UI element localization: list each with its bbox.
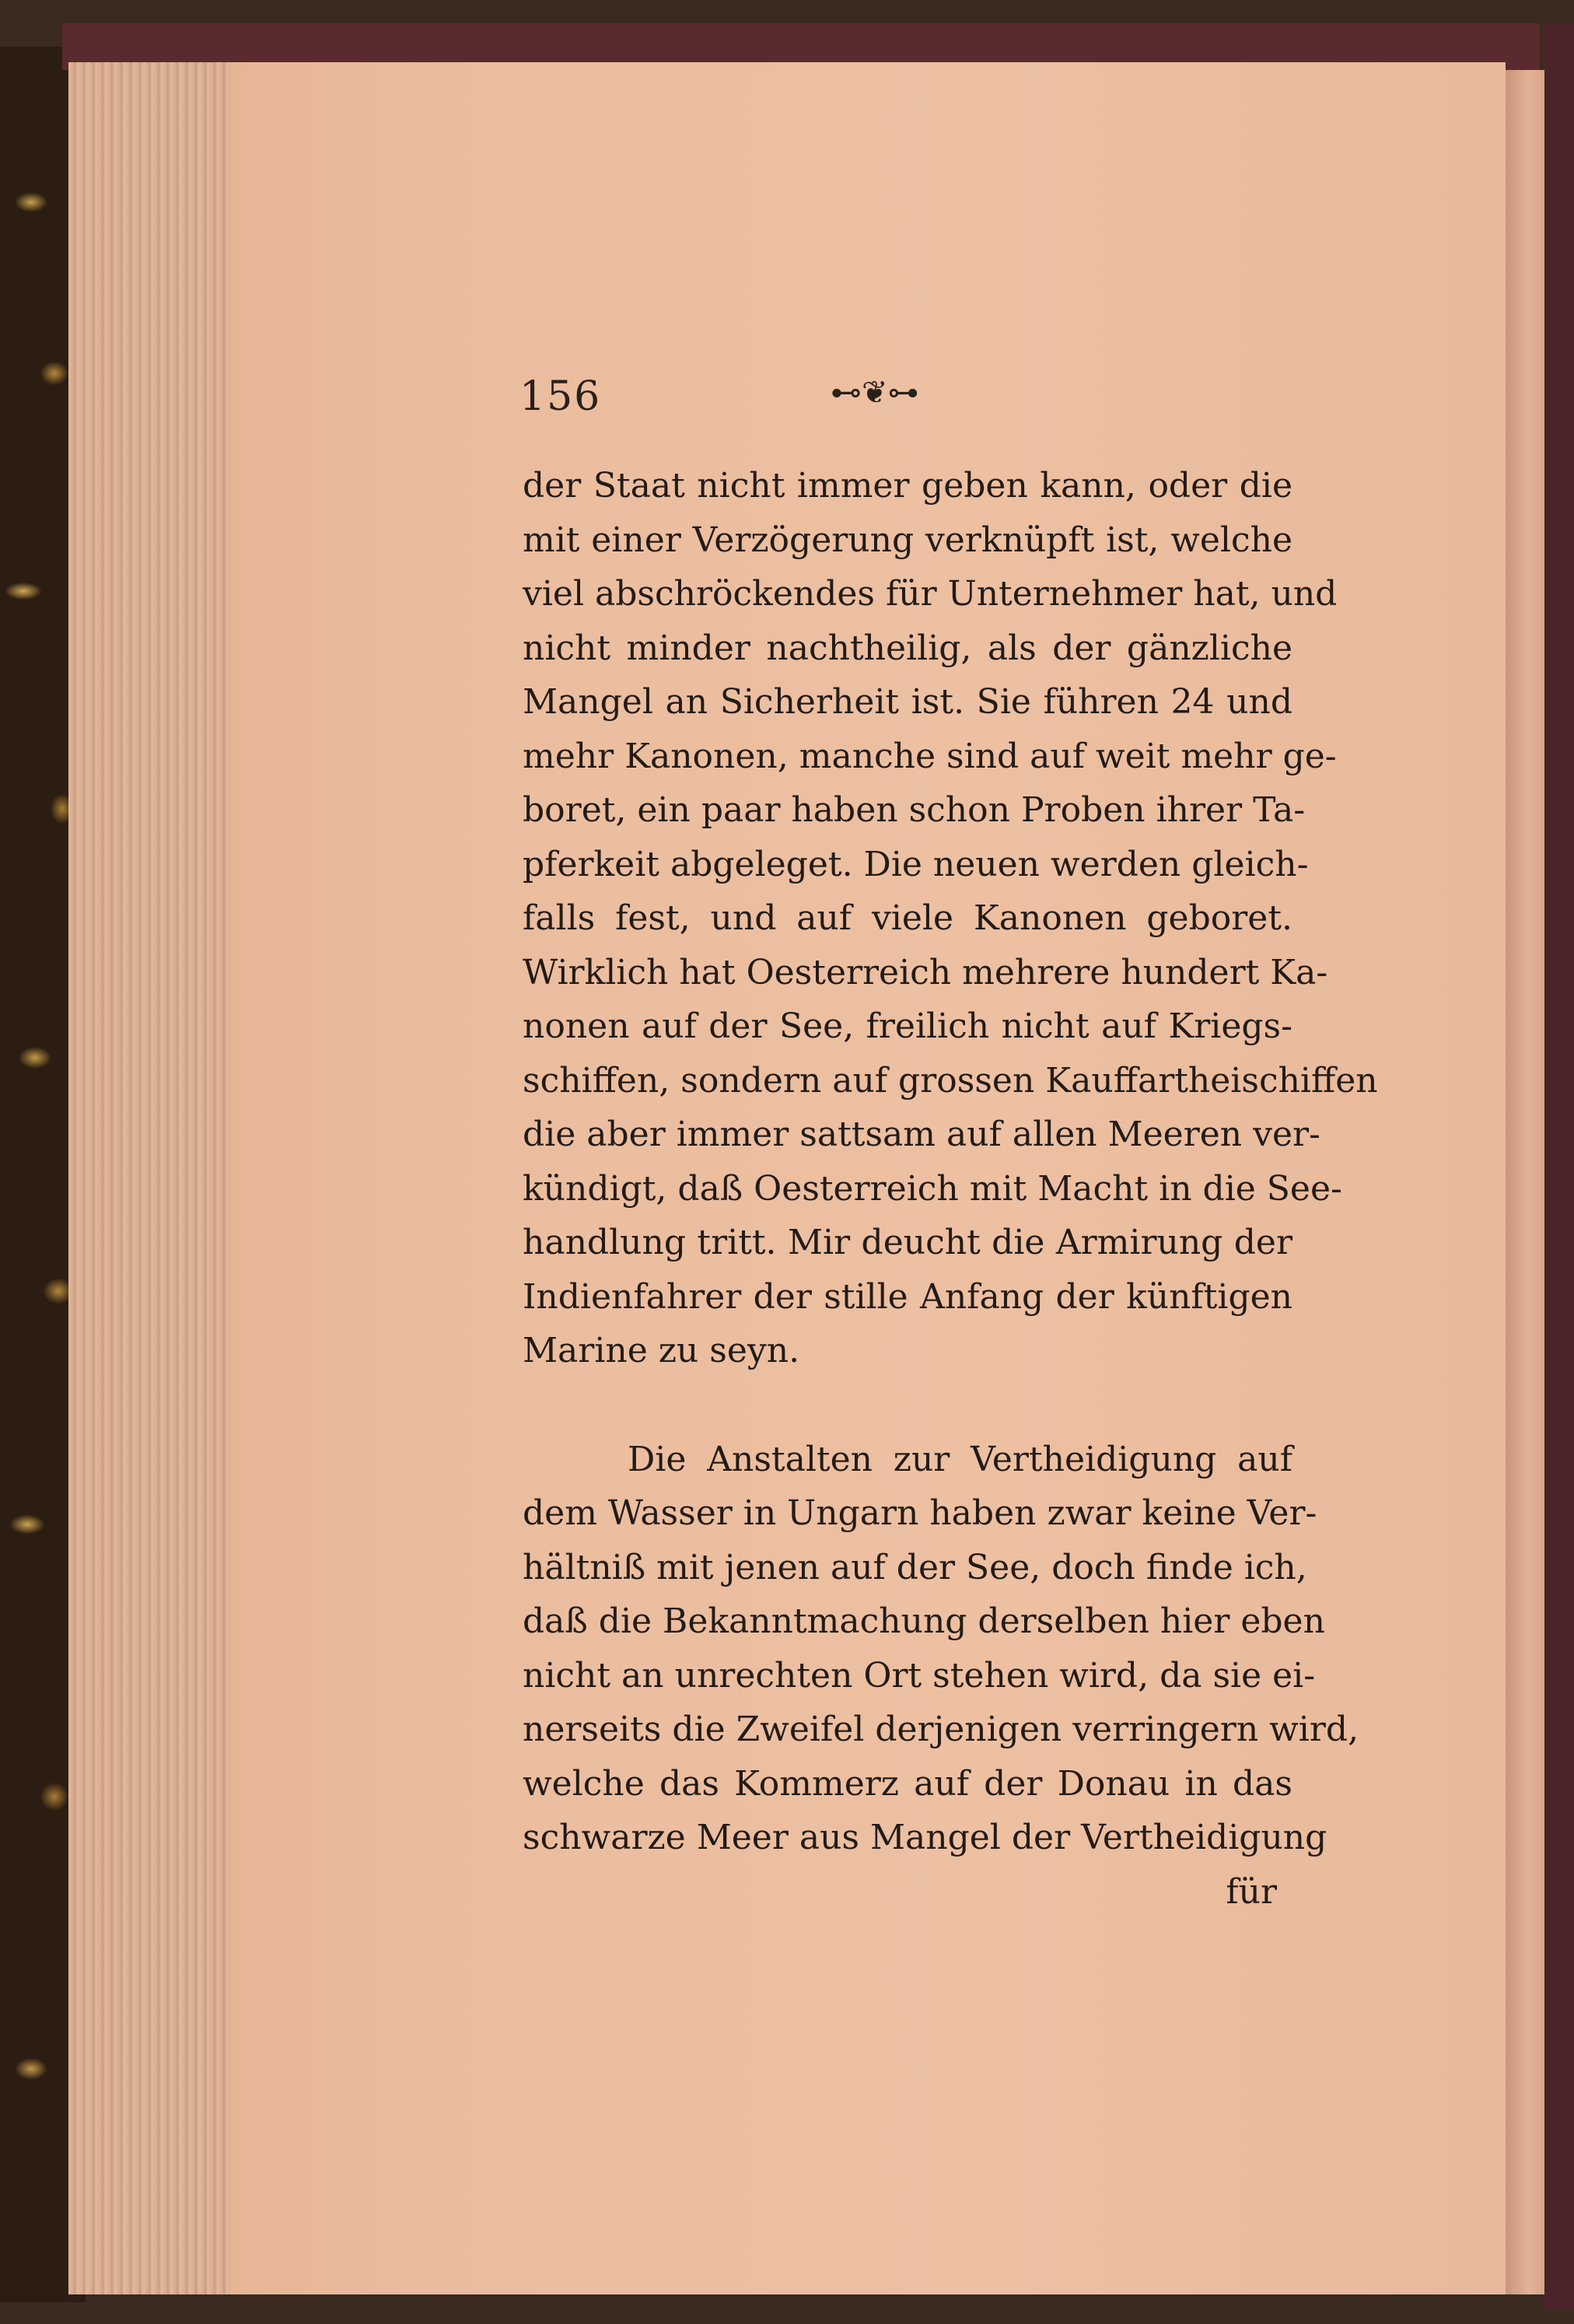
- text-line: Wirklich hat Oesterreich mehrere hundert Ka-: [523, 952, 1328, 992]
- text-line: die aber immer sattsam auf allen Meeren ver-: [523, 1115, 1320, 1154]
- body-text: [523, 459, 1378, 1919]
- text-line: mit einer Verzögerung verknüpft ist, welche: [523, 520, 1292, 560]
- text-line: schwarze Meer aus Mangel der Vertheidigung: [523, 1818, 1327, 1857]
- text-line: schiffen, sondern auf grossen Kauffartheischiffen: [523, 1060, 1378, 1101]
- text-line: Mangel an Sicherheit ist. Sie führen 24 und: [523, 682, 1292, 722]
- facing-page-edge: [1506, 70, 1544, 2294]
- text-line: handlung tritt. Mir deucht die Armirung der: [523, 1223, 1292, 1262]
- text-line: nicht minder nachtheilig, als der gänzliche: [523, 628, 1292, 668]
- text-line: kündigt, daß Oesterreich mit Macht in die See-: [523, 1168, 1342, 1209]
- page-number: 156: [519, 373, 602, 420]
- binding-cloth-right: [1543, 23, 1574, 2310]
- text-line: boret, ein paar haben schon Proben ihrer Ta-: [523, 790, 1306, 830]
- text-line: welche das Kommerz auf der Donau in das: [523, 1763, 1292, 1804]
- text-line: nerseits die Zweifel derjenigen verringern wird,: [523, 1710, 1359, 1749]
- text-line: der Staat nicht immer geben kann, oder die: [523, 466, 1292, 506]
- text-line: Indienfahrer der stille Anfang der künftigen: [523, 1276, 1292, 1317]
- text-line: Die Anstalten zur Vertheidigung auf: [628, 1439, 1292, 1479]
- text-line: mehr Kanonen, manche sind auf weit mehr ge-: [523, 736, 1337, 776]
- text-line: nonen auf der See, freilich nicht auf Kriegs-: [523, 1006, 1292, 1046]
- text-line: nicht an unrechten Ort stehen wird, da sie ei-: [523, 1655, 1316, 1696]
- text-line: dem Wasser in Ungarn haben zwar keine Ver-: [523, 1493, 1317, 1533]
- catchword: für: [1226, 1871, 1277, 1912]
- text-line: Marine zu seyn.: [523, 1331, 800, 1370]
- text-line: pferkeit abgeleget. Die neuen werden gleich-: [523, 844, 1309, 884]
- page-edges: [68, 62, 233, 2294]
- text-line: daß die Bekanntmachung derselben hier eben: [523, 1601, 1325, 1641]
- ornament-icon: ⊷❦⊶: [831, 375, 919, 411]
- text-line: viel abschröckendes für Unternehmer hat, und: [523, 574, 1338, 614]
- text-line: hältniß mit jenen auf der See, doch finde ich,: [523, 1547, 1307, 1587]
- text-line: falls fest, und auf viele Kanonen geboret.: [523, 898, 1292, 938]
- paragraph-gap: [523, 1378, 1292, 1433]
- running-head: [519, 373, 1297, 428]
